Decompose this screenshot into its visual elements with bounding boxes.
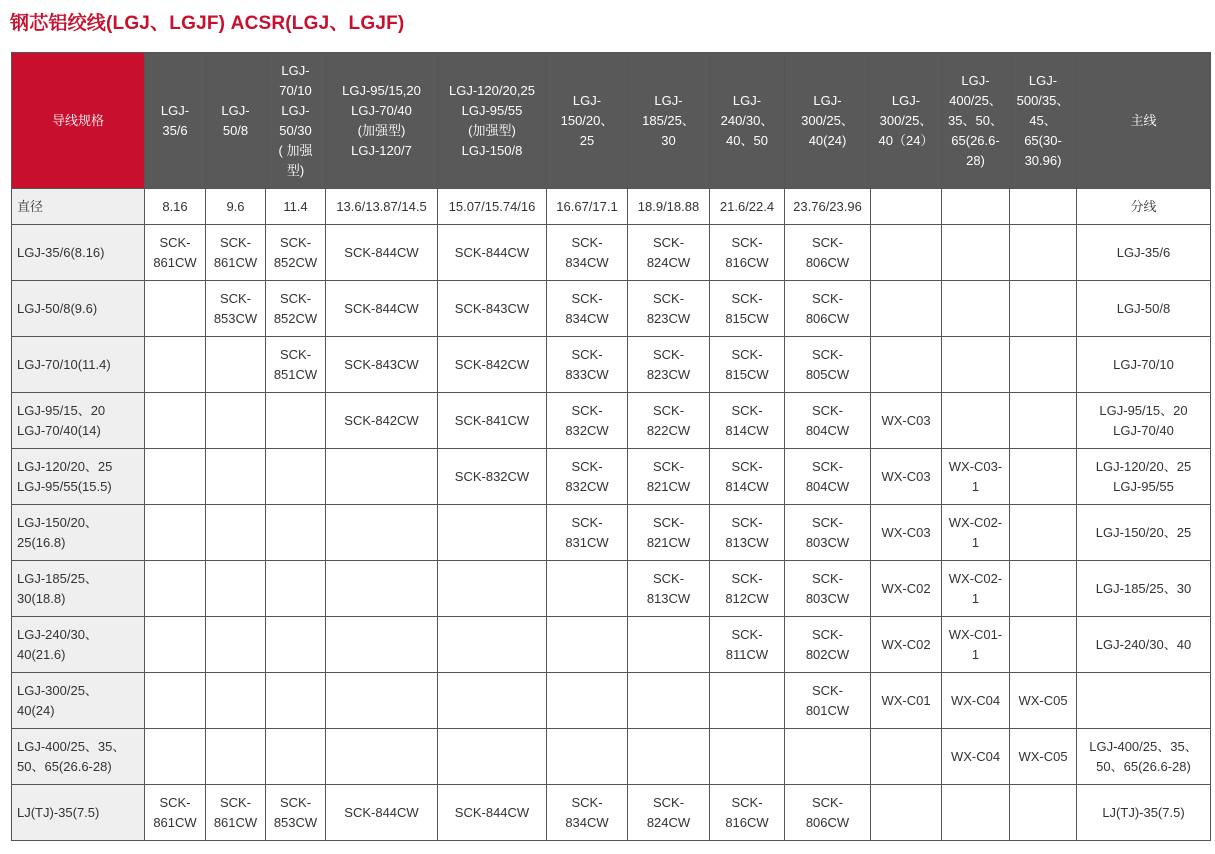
table-row bbox=[12, 337, 1211, 393]
table-cell: WX-C04 bbox=[942, 729, 1010, 785]
empty-cell bbox=[871, 281, 942, 337]
empty-cell bbox=[206, 393, 266, 449]
table-cell: LGJ-120/20、25 LGJ-95/55 bbox=[1077, 449, 1211, 505]
table-cell: LGJ-35/6 bbox=[1077, 225, 1211, 281]
table-row bbox=[12, 617, 1211, 673]
row-label: LGJ-50/8(9.6) bbox=[12, 281, 145, 337]
empty-cell bbox=[871, 189, 942, 225]
empty-cell bbox=[266, 617, 326, 673]
row-label: LGJ-70/10(11.4) bbox=[12, 337, 145, 393]
row-label: LGJ-240/30、 40(21.6) bbox=[12, 617, 145, 673]
empty-cell bbox=[438, 729, 547, 785]
table-cell: SCK- 803CW bbox=[785, 561, 871, 617]
empty-cell bbox=[145, 505, 206, 561]
empty-cell bbox=[145, 673, 206, 729]
empty-cell bbox=[326, 729, 438, 785]
table-cell: SCK- 822CW bbox=[628, 393, 710, 449]
empty-cell bbox=[438, 505, 547, 561]
empty-cell bbox=[1010, 505, 1077, 561]
empty-cell bbox=[326, 505, 438, 561]
row-label: LGJ-300/25、 40(24) bbox=[12, 673, 145, 729]
empty-cell bbox=[206, 449, 266, 505]
row-label: LGJ-120/20、25 LGJ-95/55(15.5) bbox=[12, 449, 145, 505]
column-header: LGJ- 400/25、 35、50、 65(26.6- 28) bbox=[942, 53, 1010, 189]
table-cell: LGJ-95/15、20 LGJ-70/40 bbox=[1077, 393, 1211, 449]
empty-cell bbox=[1010, 337, 1077, 393]
empty-cell bbox=[145, 729, 206, 785]
table-cell: WX-C03 bbox=[871, 449, 942, 505]
empty-cell bbox=[628, 673, 710, 729]
empty-cell bbox=[206, 505, 266, 561]
empty-cell bbox=[1010, 617, 1077, 673]
table-cell: SCK-841CW bbox=[438, 393, 547, 449]
empty-cell bbox=[145, 393, 206, 449]
empty-cell bbox=[1010, 449, 1077, 505]
table-cell: SCK-843CW bbox=[438, 281, 547, 337]
table-cell: SCK- 816CW bbox=[710, 225, 785, 281]
table-cell: LGJ-70/10 bbox=[1077, 337, 1211, 393]
table-row bbox=[12, 225, 1211, 281]
page-title: 钢芯铝绞线(LGJ、LGJF) ACSR(LGJ、LGJF) bbox=[10, 13, 405, 34]
column-header: LGJ- 150/20、 25 bbox=[547, 53, 628, 189]
table-cell: SCK-832CW bbox=[438, 449, 547, 505]
column-header: LGJ- 50/8 bbox=[206, 53, 266, 189]
table-cell: SCK- 814CW bbox=[710, 393, 785, 449]
row-label: LGJ-185/25、 30(18.8) bbox=[12, 561, 145, 617]
table-cell: SCK- 834CW bbox=[547, 785, 628, 841]
table-cell: SCK- 811CW bbox=[710, 617, 785, 673]
table-cell: WX-C02- 1 bbox=[942, 561, 1010, 617]
empty-cell bbox=[1077, 673, 1211, 729]
empty-cell bbox=[206, 617, 266, 673]
table-cell: SCK- 823CW bbox=[628, 281, 710, 337]
table-row bbox=[12, 449, 1211, 505]
empty-cell bbox=[266, 673, 326, 729]
table-cell: SCK-844CW bbox=[438, 225, 547, 281]
connector-spec-table bbox=[11, 52, 1211, 841]
table-row bbox=[12, 561, 1211, 617]
table-cell: SCK- 806CW bbox=[785, 225, 871, 281]
table-cell: SCK- 852CW bbox=[266, 281, 326, 337]
table-cell: WX-C03 bbox=[871, 393, 942, 449]
empty-cell bbox=[266, 561, 326, 617]
empty-cell bbox=[942, 393, 1010, 449]
table-cell: 8.16 bbox=[145, 189, 206, 225]
table-cell: WX-C03- 1 bbox=[942, 449, 1010, 505]
empty-cell bbox=[1010, 785, 1077, 841]
empty-cell bbox=[942, 281, 1010, 337]
column-header: LGJ- 240/30、 40、50 bbox=[710, 53, 785, 189]
table-cell: 15.07/15.74/16 bbox=[438, 189, 547, 225]
row-label: LGJ-150/20、 25(16.8) bbox=[12, 505, 145, 561]
table-cell: SCK- 861CW bbox=[206, 225, 266, 281]
empty-cell bbox=[628, 729, 710, 785]
row-label: LGJ-400/25、35、 50、65(26.6-28) bbox=[12, 729, 145, 785]
table-cell: 16.67/17.1 bbox=[547, 189, 628, 225]
table-cell: WX-C01 bbox=[871, 673, 942, 729]
table-cell: WX-C04 bbox=[942, 673, 1010, 729]
table-cell: SCK- 806CW bbox=[785, 785, 871, 841]
table-cell: SCK- 834CW bbox=[547, 225, 628, 281]
row-label: 直径 bbox=[12, 189, 145, 225]
table-cell: SCK- 832CW bbox=[547, 393, 628, 449]
table-cell: SCK- 805CW bbox=[785, 337, 871, 393]
table-cell: SCK- 815CW bbox=[710, 281, 785, 337]
table-cell: SCK- 852CW bbox=[266, 225, 326, 281]
empty-cell bbox=[206, 561, 266, 617]
empty-cell bbox=[1010, 189, 1077, 225]
table-cell: 分线 bbox=[1077, 189, 1211, 225]
table-cell: SCK- 821CW bbox=[628, 449, 710, 505]
table-cell: SCK- 813CW bbox=[710, 505, 785, 561]
column-header: LGJ- 300/25、 40（24） bbox=[871, 53, 942, 189]
column-header: LGJ- 500/35、 45、 65(30- 30.96) bbox=[1010, 53, 1077, 189]
table-cell: 23.76/23.96 bbox=[785, 189, 871, 225]
empty-cell bbox=[1010, 225, 1077, 281]
table-cell: SCK- 804CW bbox=[785, 449, 871, 505]
table-cell: SCK-844CW bbox=[326, 281, 438, 337]
empty-cell bbox=[266, 505, 326, 561]
table-cell: SCK- 834CW bbox=[547, 281, 628, 337]
table-cell: SCK- 824CW bbox=[628, 225, 710, 281]
table-cell: WX-C02 bbox=[871, 561, 942, 617]
empty-cell bbox=[871, 785, 942, 841]
table-cell: SCK- 853CW bbox=[206, 281, 266, 337]
table-cell: SCK- 821CW bbox=[628, 505, 710, 561]
empty-cell bbox=[438, 617, 547, 673]
table-cell: 11.4 bbox=[266, 189, 326, 225]
row-label: LJ(TJ)-35(7.5) bbox=[12, 785, 145, 841]
table-cell: LGJ-150/20、25 bbox=[1077, 505, 1211, 561]
empty-cell bbox=[438, 673, 547, 729]
table-cell: LGJ-185/25、30 bbox=[1077, 561, 1211, 617]
table-cell: SCK- 806CW bbox=[785, 281, 871, 337]
empty-cell bbox=[266, 449, 326, 505]
row-label: LGJ-35/6(8.16) bbox=[12, 225, 145, 281]
empty-cell bbox=[1010, 393, 1077, 449]
empty-cell bbox=[710, 673, 785, 729]
table-row bbox=[12, 281, 1211, 337]
empty-cell bbox=[547, 673, 628, 729]
table-cell: WX-C01- 1 bbox=[942, 617, 1010, 673]
table-cell: WX-C05 bbox=[1010, 729, 1077, 785]
table-cell: SCK- 861CW bbox=[206, 785, 266, 841]
table-cell: SCK- 803CW bbox=[785, 505, 871, 561]
table-cell: SCK- 853CW bbox=[266, 785, 326, 841]
table-cell: SCK- 833CW bbox=[547, 337, 628, 393]
table-cell: SCK- 802CW bbox=[785, 617, 871, 673]
table-cell: SCK- 831CW bbox=[547, 505, 628, 561]
table-row bbox=[12, 673, 1211, 729]
table-row bbox=[12, 729, 1211, 785]
table-cell: WX-C05 bbox=[1010, 673, 1077, 729]
empty-cell bbox=[326, 673, 438, 729]
table-cell: WX-C03 bbox=[871, 505, 942, 561]
table-row bbox=[12, 393, 1211, 449]
table-cell: SCK- 814CW bbox=[710, 449, 785, 505]
table-cell: SCK- 824CW bbox=[628, 785, 710, 841]
empty-cell bbox=[871, 729, 942, 785]
table-cell: LJ(TJ)-35(7.5) bbox=[1077, 785, 1211, 841]
table-cell: LGJ-400/25、35、 50、65(26.6-28) bbox=[1077, 729, 1211, 785]
empty-cell bbox=[547, 729, 628, 785]
column-header: LGJ- 185/25、 30 bbox=[628, 53, 710, 189]
empty-cell bbox=[785, 729, 871, 785]
empty-cell bbox=[206, 729, 266, 785]
empty-cell bbox=[326, 449, 438, 505]
table-cell: SCK- 804CW bbox=[785, 393, 871, 449]
table-cell: SCK- 851CW bbox=[266, 337, 326, 393]
table-row bbox=[12, 505, 1211, 561]
empty-cell bbox=[871, 225, 942, 281]
row-label: LGJ-95/15、20 LGJ-70/40(14) bbox=[12, 393, 145, 449]
table-cell: SCK-844CW bbox=[326, 785, 438, 841]
empty-cell bbox=[942, 225, 1010, 281]
empty-cell bbox=[438, 561, 547, 617]
table-cell: SCK-844CW bbox=[326, 225, 438, 281]
empty-cell bbox=[628, 617, 710, 673]
empty-cell bbox=[942, 189, 1010, 225]
table-cell: WX-C02- 1 bbox=[942, 505, 1010, 561]
empty-cell bbox=[871, 337, 942, 393]
empty-cell bbox=[145, 449, 206, 505]
header-corner-cell: 导线规格 bbox=[12, 53, 145, 189]
table-row bbox=[12, 785, 1211, 841]
empty-cell bbox=[942, 785, 1010, 841]
empty-cell bbox=[942, 337, 1010, 393]
table-cell: LGJ-50/8 bbox=[1077, 281, 1211, 337]
table-cell: 21.6/22.4 bbox=[710, 189, 785, 225]
table-cell: SCK- 801CW bbox=[785, 673, 871, 729]
column-header: LGJ- 300/25、 40(24) bbox=[785, 53, 871, 189]
table-cell: SCK- 823CW bbox=[628, 337, 710, 393]
empty-cell bbox=[547, 561, 628, 617]
column-header: LGJ-120/20,25 LGJ-95/55 (加强型) LGJ-150/8 bbox=[438, 53, 547, 189]
header-row bbox=[12, 53, 1211, 189]
table-cell: 13.6/13.87/14.5 bbox=[326, 189, 438, 225]
empty-cell bbox=[266, 393, 326, 449]
empty-cell bbox=[206, 673, 266, 729]
table-cell: 9.6 bbox=[206, 189, 266, 225]
empty-cell bbox=[145, 337, 206, 393]
empty-cell bbox=[1010, 281, 1077, 337]
empty-cell bbox=[145, 561, 206, 617]
table-cell: SCK- 813CW bbox=[628, 561, 710, 617]
diameter-row bbox=[12, 189, 1211, 225]
table-cell: WX-C02 bbox=[871, 617, 942, 673]
table-cell: SCK-842CW bbox=[438, 337, 547, 393]
empty-cell bbox=[326, 617, 438, 673]
empty-cell bbox=[326, 561, 438, 617]
table-cell: SCK- 815CW bbox=[710, 337, 785, 393]
empty-cell bbox=[206, 337, 266, 393]
empty-cell bbox=[710, 729, 785, 785]
empty-cell bbox=[266, 729, 326, 785]
column-header: LGJ-95/15,20 LGJ-70/40 (加强型) LGJ-120/7 bbox=[326, 53, 438, 189]
table-cell: SCK-842CW bbox=[326, 393, 438, 449]
table-cell: SCK- 816CW bbox=[710, 785, 785, 841]
table-cell: 18.9/18.88 bbox=[628, 189, 710, 225]
table-cell: SCK- 832CW bbox=[547, 449, 628, 505]
table-cell: LGJ-240/30、40 bbox=[1077, 617, 1211, 673]
table-cell: SCK- 812CW bbox=[710, 561, 785, 617]
empty-cell bbox=[1010, 561, 1077, 617]
table-cell: SCK-843CW bbox=[326, 337, 438, 393]
empty-cell bbox=[145, 617, 206, 673]
table-cell: SCK-844CW bbox=[438, 785, 547, 841]
empty-cell bbox=[145, 281, 206, 337]
table-cell: SCK- 861CW bbox=[145, 225, 206, 281]
column-header: 主线 bbox=[1077, 53, 1211, 189]
column-header: LGJ- 70/10 LGJ- 50/30 ( 加强 型) bbox=[266, 53, 326, 189]
empty-cell bbox=[547, 617, 628, 673]
table-cell: SCK- 861CW bbox=[145, 785, 206, 841]
column-header: LGJ- 35/6 bbox=[145, 53, 206, 189]
